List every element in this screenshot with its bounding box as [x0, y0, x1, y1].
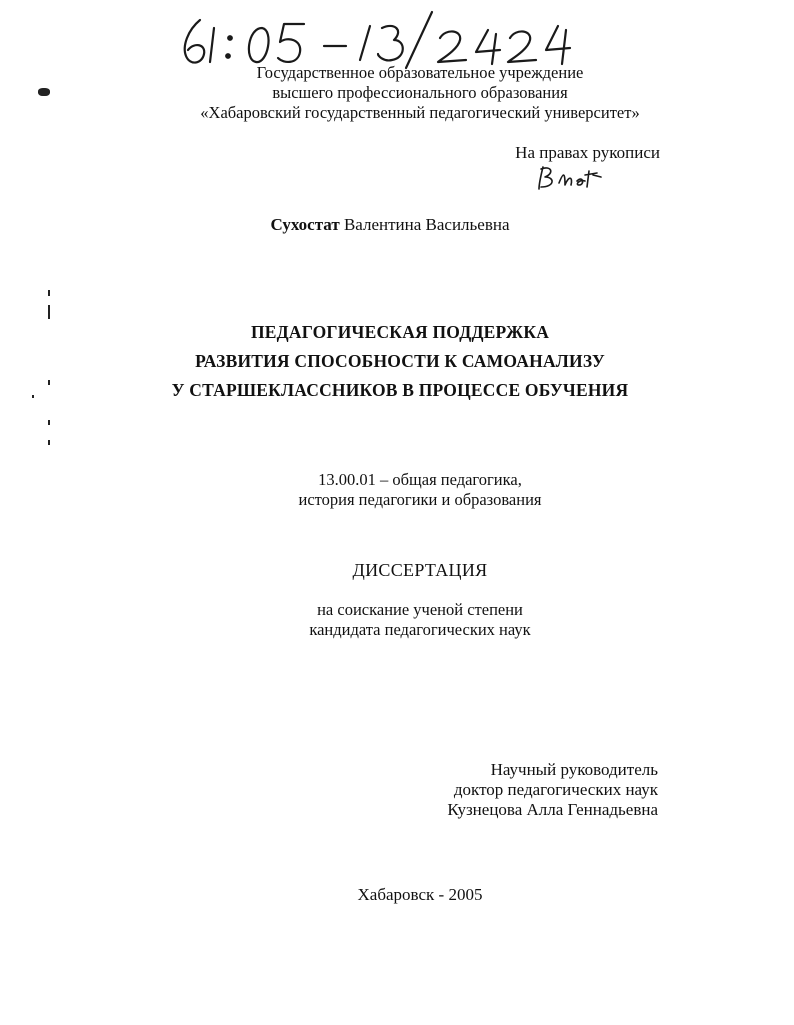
author-given-names: Валентина Васильевна [343, 215, 510, 234]
degree-block [230, 600, 610, 640]
scan-speck [48, 440, 50, 445]
scan-speck [32, 395, 34, 398]
manuscript-rights-label: На правах рукописи [515, 143, 660, 162]
title-line-1: ПЕДАГОГИЧЕСКАЯ ПОДДЕРЖКА [250, 322, 550, 342]
scan-speck [48, 380, 50, 385]
degree-line-1: на соискание ученой степени [317, 600, 523, 619]
scan-speck [48, 420, 50, 425]
title-line-2: РАЗВИТИЯ СПОСОБНОСТИ К САМОАНАЛИЗУ [195, 351, 605, 371]
specialty-line-1: 13.00.01 – общая педагогика, [318, 470, 522, 489]
supervisor-name: Кузнецова Алла Геннадьевна [447, 800, 658, 819]
institution-line-1: Государственное образовательное учреждение [256, 63, 584, 82]
supervisor-role: Научный руководитель [490, 760, 658, 779]
title-line-3: У СТАРШЕКЛАССНИКОВ В ПРОЦЕССЕ ОБУЧЕНИЯ [171, 380, 629, 400]
scan-speck [48, 290, 50, 296]
specialty-line-2: история педагогики и образования [298, 490, 542, 509]
degree-line-2: кандидата педагогических наук [309, 620, 531, 639]
signature-handwriting [535, 163, 605, 191]
scan-speck [38, 88, 50, 96]
author-surname: Сухостат [270, 215, 340, 234]
document-type: ДИССЕРТАЦИЯ [352, 560, 488, 580]
author-name [200, 215, 580, 235]
specialty-block [200, 470, 640, 510]
dissertation-title [140, 318, 660, 405]
institution-block [130, 63, 710, 123]
supervisor-title: доктор педагогических наук [453, 780, 658, 799]
scan-speck [48, 305, 50, 319]
institution-line-3: «Хабаровский государственный педагогический университет» [200, 103, 640, 122]
supervisor-block [360, 760, 658, 820]
place-and-year: Хабаровск - 2005 [357, 885, 483, 904]
institution-line-2: высшего профессионального образования [272, 83, 568, 102]
